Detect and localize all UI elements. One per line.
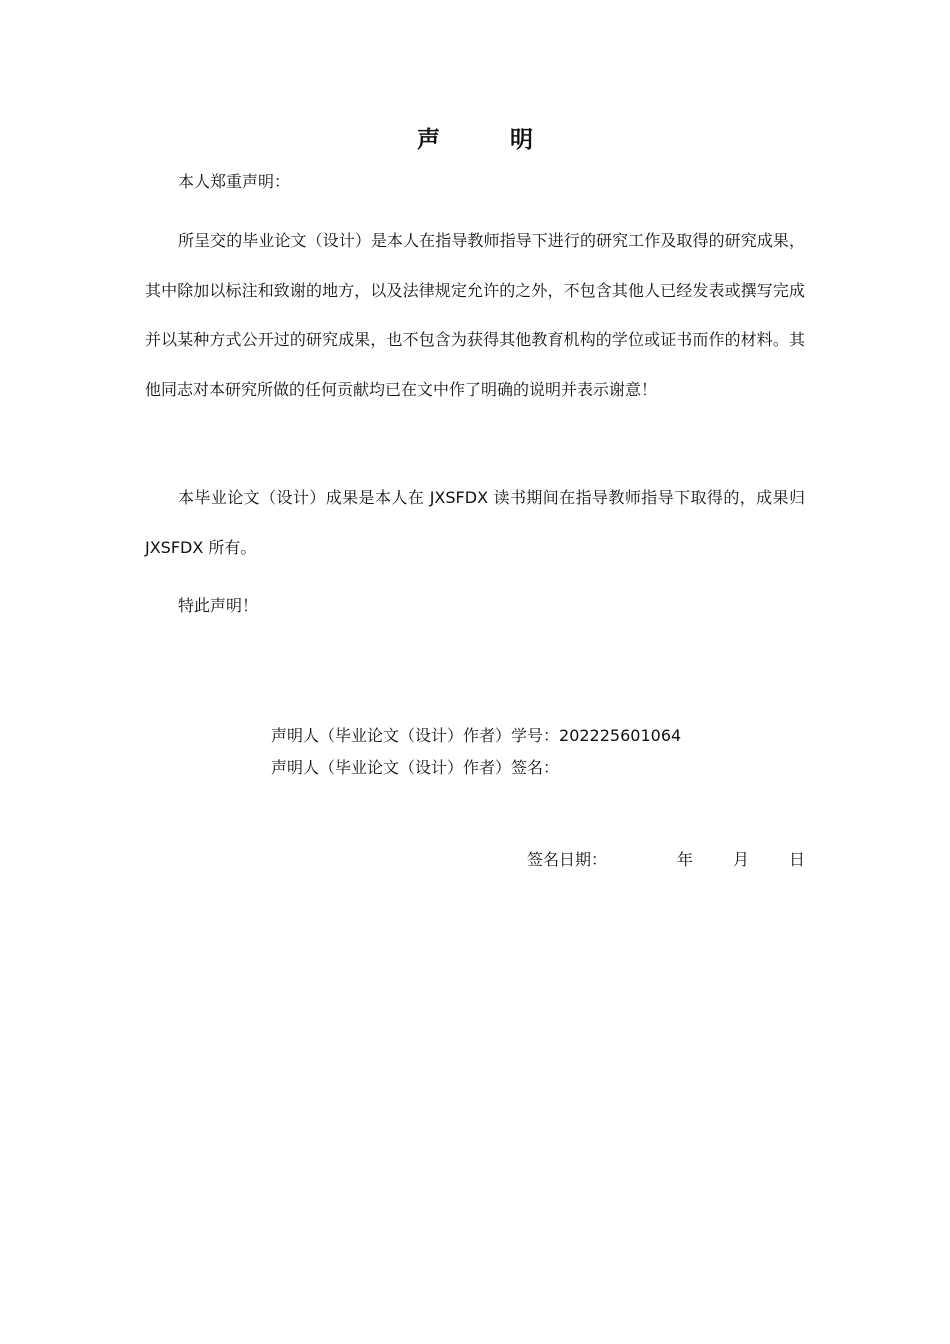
sign-date-label: 签名日期： [526, 850, 607, 869]
title-char-2: 明 [510, 127, 533, 153]
signature-date [527, 846, 805, 874]
declaration-paragraph-2: 本毕业论文（设计）成果是本人在 JXSFDX 读书期间在指导教师指导下取得的，成果归 JXSFDX 所有。 [145, 488, 805, 557]
declaration-paragraph-1: 所呈交的毕业论文（设计）是本人在指导教师指导下进行的研究工作及取得的研究成果，其中除加以标注和致谢的地方，以及法律规定允许的之外，不包含其他人已经发表或撰写完成并以某种方式公开过的研究成果，也不包含为获得其他教育机构的学位或证书而作的材料。其他同志对本研究所做的任何贡献均已在文中作了明确的说明并表示谢意！ [145, 231, 805, 399]
sign-date-month: 月 [732, 850, 749, 869]
page-title [0, 124, 950, 156]
signature-label: 声明人（毕业论文（设计）作者）签名： [271, 758, 560, 777]
sign-date-day: 日 [788, 850, 805, 869]
intro-line: 本人郑重声明： [178, 172, 291, 191]
student-id-line [271, 720, 681, 752]
closing-statement: 特此声明！ [178, 596, 259, 615]
sign-date-year: 年 [676, 850, 693, 869]
title-char-1: 声 [417, 127, 440, 153]
signature-line [271, 752, 681, 784]
student-id-value: 202225601064 [559, 726, 682, 745]
student-id-label: 声明人（毕业论文（设计）作者）学号： [271, 726, 560, 745]
declarant-block [271, 720, 681, 784]
